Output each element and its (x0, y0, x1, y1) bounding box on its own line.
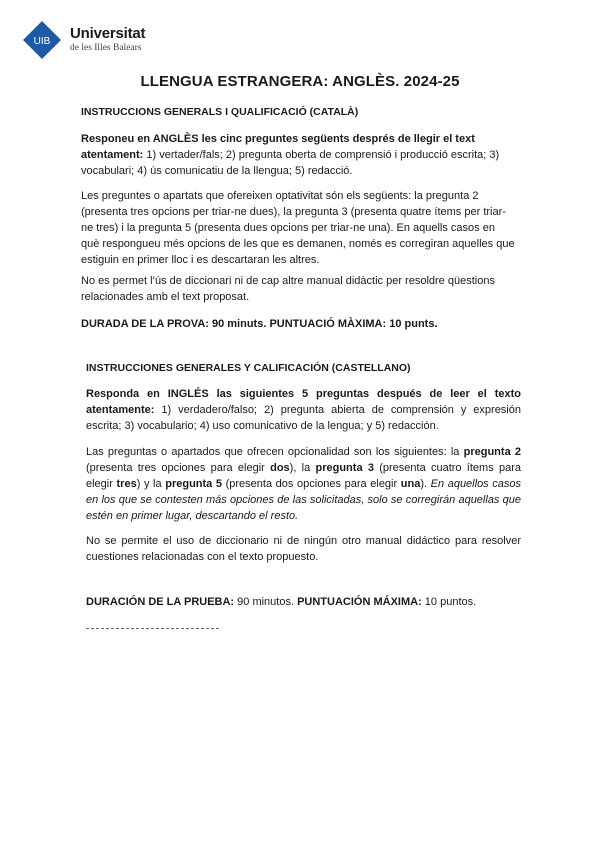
logo-name: Universitat (70, 25, 146, 43)
castellano-p1-rest: 1) verdadero/falso; 2) pregunta abierta de comprensión y expresión escrita; 3) vocabulario; 4) uso comunicativo de la lengua; y 5) redacción. (86, 404, 521, 432)
heading-text: INSTRUCCIONES GENERALES Y CALIFICACIÓN (CASTELLANO) (86, 362, 411, 374)
castellano-paragraph-1 (86, 386, 521, 434)
uib-logo (22, 20, 145, 60)
text-run: (presenta dos opciones para elegir (222, 478, 401, 490)
heading-text: INSTRUCCIONS GENERALS I QUALIFICACIÓ (CATALÀ) (81, 106, 359, 118)
max-score-label: PUNTUACIÓN MÁXIMA: (297, 596, 422, 608)
text-run-bold: dos (270, 462, 290, 474)
catalan-duration (81, 316, 516, 332)
text-run-italic: En aquellos casos en los que se contesten más opciones de las solicitadas, solo se corregirán aquellas que estén en primer lugar, descartando el resto. (86, 478, 522, 522)
castellano-p3: No se permite el uso de diccionario ni de ningún otro manual didáctico para resolver cuestiones relacionadas con el texto propuesto. (86, 535, 521, 563)
text-run: ). (420, 478, 431, 490)
page-title: LLENGUA ESTRANGERA: ANGLÈS. 2024-25 (140, 73, 460, 90)
text-run-bold: tres (116, 478, 137, 490)
duration-label: DURACIÓN DE LA PRUEBA: (86, 596, 235, 608)
castellano-heading (86, 360, 521, 376)
catalan-p1-bold: Responeu en ANGLÈS les cinc preguntes següents després de llegir el text atentament: (81, 133, 475, 161)
text-run: Las preguntas o apartados que ofrecen opcionalidad son los siguientes: la (86, 446, 464, 458)
text-run: (presenta cuatro ítems para elegir (86, 462, 521, 490)
catalan-paragraph-2 (81, 188, 516, 268)
text-run: ), la (289, 462, 316, 474)
logo-mark-text: UIB (33, 36, 51, 47)
text-run-bold: una (400, 478, 421, 490)
separator-line (86, 628, 219, 629)
catalan-paragraph-1 (81, 131, 516, 179)
text-run-bold: pregunta 3 (315, 462, 374, 474)
text-run: ) y la (136, 478, 166, 490)
duration-value: 90 minutos. (234, 596, 298, 608)
text-run-bold: pregunta 5 (165, 478, 223, 490)
uib-logo-mark (22, 20, 62, 60)
castellano-paragraph-3 (86, 533, 521, 565)
max-score-value: 10 puntos. (421, 596, 477, 608)
catalan-p1-rest: 1) vertader/fals; 2) pregunta oberta de comprensió i producció escrita; 3) vocabulari; 4) ús comunicatiu de la llengua; 5) redacció. (81, 149, 500, 177)
catalan-heading (81, 104, 516, 120)
text-run: (presenta tres opciones para elegir (86, 462, 271, 474)
logo-subtitle: de les Illes Balears (70, 43, 142, 54)
text-run-bold: pregunta 2 (463, 446, 521, 458)
castellano-paragraph-2 (86, 444, 521, 524)
catalan-p4: DURADA DE LA PROVA: 90 minuts. PUNTUACIÓ MÀXIMA: 10 punts. (81, 318, 438, 330)
catalan-p3: No es permet l’ús de diccionari ni de cap altre manual didàctic per resoldre qüestions relacionades amb el text proposat. (81, 275, 495, 303)
catalan-p2: Les preguntes o apartats que ofereixen optativitat són els següents: la pregunta 2 (presenta tres opcions per triar-ne dues), la pregunta 3 (presenta quatre ítems per triar-ne tres) i la pregunta 5 (presenta dues opcions per triar-ne una). En aquells casos en què respongueu més opcions de les que es demanen, només es corregiran aquelles que estiguin en primer lloc i es descartaran les altres. (81, 190, 515, 266)
castellano-duration (86, 594, 521, 610)
castellano-p1-bold: Responda en INGLÉS las siguientes 5 preguntas después de leer el texto atentamente: (86, 388, 521, 416)
catalan-paragraph-3 (81, 273, 516, 305)
